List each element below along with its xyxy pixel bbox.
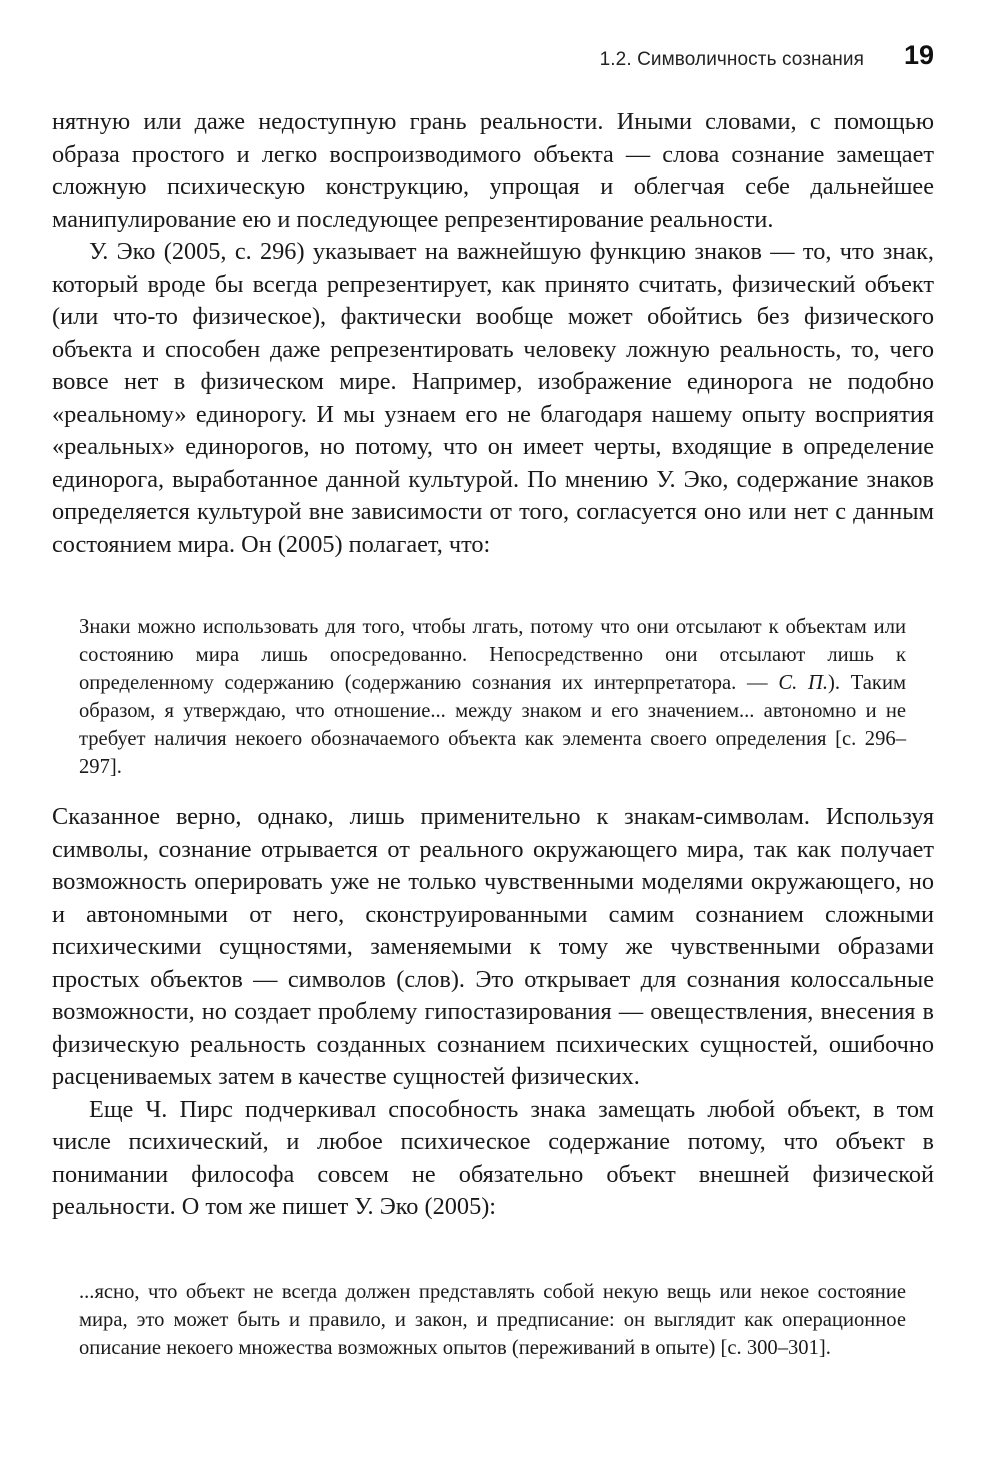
quote-text [52,613,934,781]
paragraph-peirce: Еще Ч. Пирс подчеркивал способность знака замещать любой объект, в том числе психический, и любое психическое содержание потому, что объект в понимании философа совсем не обязательно объект внешней физической реальности. О том же пишет У. Эко (2005): [52,1095,934,1220]
quote-text-after: ). Таким образом, я утверждаю, что отношение... между знаком и его значением... автономно и не требует наличия некоего обозначаемого объекта как элемента своего определения [с. 296–297]. [79,672,906,778]
paragraph-symbols: Сказанное верно, однако, лишь применительно к знакам-символам. Используя символы, сознание отрывается от реального окружающего мира, так как получает возможность оперировать уже не только чувственными моделями окружающего, но и автономными от него, сконструированными самим сознанием сложными психическими сущностями, заменяемыми к тому же чувственными образами простых объектов — символов (слов). Это открывает для сознания колоссальные возможности, но создает проблему гипостазирования — овеществления, внесения в физическую реальность созданных сознанием психических сущностей, ошибочно расцениваемых затем в качестве сущностей физических. [52,803,934,1090]
running-header [52,40,934,80]
block-quote-2 [52,1278,934,1362]
paragraph-eco: У. Эко (2005, с. 296) указывает на важнейшую функцию знаков — то, что знак, который вроде бы всегда репрезентирует, как принято считать, физический объект (или что-то физическое), фактически вообще может обойтись без физического объекта и способен даже репрезентировать человеку ложную реальность, то, чего вовсе нет в физическом мире. Например, изображение единорога не подобно «реальному» единорогу. И мы узнаем его не благодаря нашему опыту восприятия «реальных» единорогов, но потому, что он имеет черты, входящие в определение единорога, выработанное данной культурой. По мнению У. Эко, содержание знаков определяется культурой вне зависимости от того, согласуется оно или нет с данным состоянием мира. Он (2005) полагает, что: [52,238,934,558]
chapter-title: 1.2. Символичность сознания [599,49,864,70]
quote-text-before: Знаки можно использовать для того, чтобы лгать, потому что они отсылают к объектам или состоянию мира лишь опосредованно. Непосредственно они отсылают лишь к определенному содержанию (содержанию сознания их интерпретатора. — [79,616,906,694]
text-block-middle [52,801,934,1224]
block-quote-1 [52,613,934,781]
paragraph-continuation: нятную или даже недоступную грань реальности. Иными словами, с помощью образа простого и легко воспроизводимого объекта — слова сознание замещает сложную психическую конструкцию, упрощая и облегчая себе дальнейшее манипулирование ею и последующее репрезентирование реальности. [52,108,934,233]
page-number: 19 [903,40,934,70]
quote-text: ...ясно, что объект не всегда должен представлять собой некую вещь или некое состояние мира, это может быть и правило, и закон, и предписание: он выглядит как операционное описание некоего множества возможных опытов (переживаний в опыте) [с. 300–301]. [79,1281,906,1359]
text-block-top [52,106,934,561]
author-initials: С. П. [778,672,828,694]
